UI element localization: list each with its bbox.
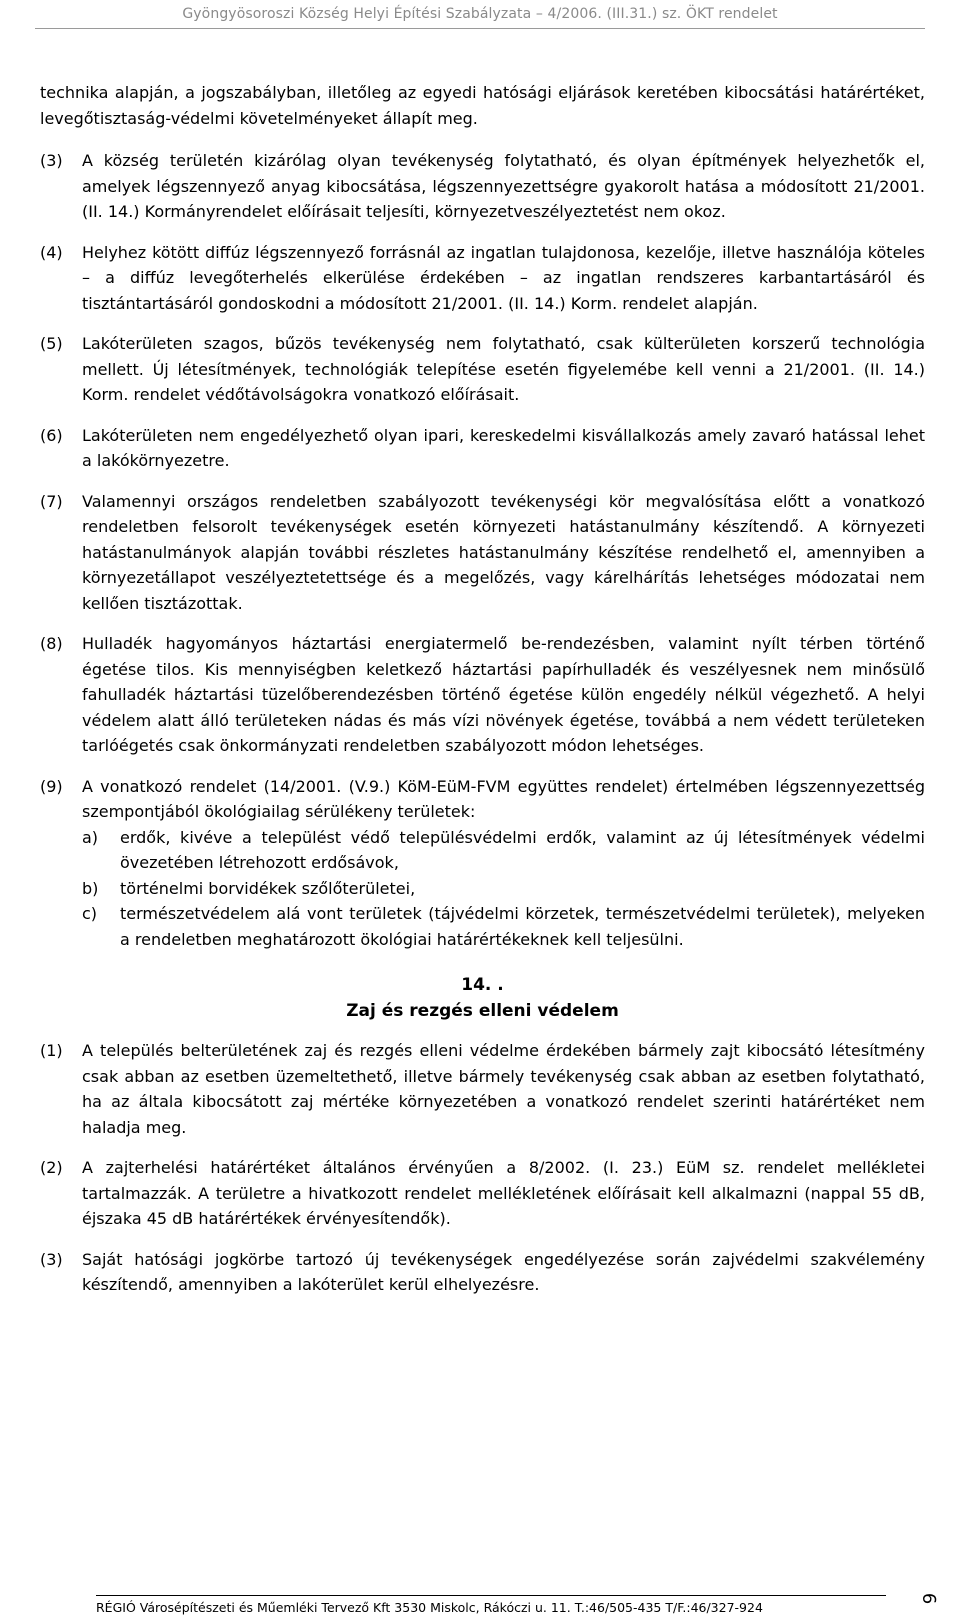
running-header: Gyöngyösoroszi Község Helyi Építési Szabályzata – 4/2006. (III.31.) sz. ÖKT rendelet <box>182 6 778 22</box>
lettered-list <box>40 825 925 953</box>
paragraph <box>40 240 925 317</box>
document-body <box>40 80 925 1313</box>
list-item-letter: c) <box>82 904 98 923</box>
list-item <box>82 901 925 952</box>
paragraph-number: (4) <box>40 242 63 262</box>
paragraph <box>40 423 925 474</box>
paragraph-number: (1) <box>40 1041 63 1060</box>
paragraph-text: Lakóterületen szagos, bűzös tevékenység nem folytatható, csak külterületen korszerű technológia mellett. Új létesítmények, technológiák telepítése esetén figyelemébe kell venni a 21/2001. (II. 14.) Korm. rendelet védőtávolságokra vonatkozó előírásait. <box>82 334 925 404</box>
paragraph <box>40 631 925 759</box>
section-title: Zaj és rezgés elleni védelem <box>346 1001 619 1021</box>
paragraph-text: Hulladék hagyományos háztartási energiatermelő be-rendezésben, valamint nyílt térben történő égetése tilos. Kis mennyiségben keletkező háztartási papírhulladék és veszélyesnek nem minősülő fahulladék háztartási tüzelőberendezésben történő égetése külön engedély nélkül végezhető. A helyi védelem alatt álló területeken nádas és más vízi növények égetése, továbbá a nem védett területeken tarlóégetés csak önkormányzati rendeletben szabályozott módon lehetséges. <box>82 634 925 755</box>
paragraph-text: Saját hatósági jogkörbe tartozó új tevékenységek engedélyezése során zajvédelmi szakvélemény készítendő, amennyiben a lakóterület kerül elhelyezésre. <box>82 1249 925 1294</box>
paragraph-text: A település belterületének zaj és rezgés elleni védelme érdekében bármely zajt kibocsátó létesítmény csak abban az esetben üzemeltethető, illetve bármely tevékenység csak abban az esetben folytatható, ha az általa kibocsátott zaj mértéke környezetében a vonatkozó rendelet szerinti határértéket nem haladja meg. <box>82 1041 925 1137</box>
paragraph <box>40 1155 925 1232</box>
paragraph-number: (2) <box>40 1158 63 1177</box>
paragraph-text: A zajterhelési határértéket általános érvényűen a 8/2002. (I. 23.) EüM sz. rendelet mellékletei tartalmazzák. A területre a hivatkozott rendelet mellékletének előírásait kell alkalmazni (nappal 55 dB, éjszaka 45 dB határértékek érvényesítendők). <box>82 1158 925 1228</box>
page-footer: RÉGIÓ Városépítészeti és Műemléki Tervező Kft 3530 Miskolc, Rákóczi u. 11. T.:46/505-435 T/F.:46/327-924 <box>96 1600 763 1615</box>
section-heading <box>40 972 925 1024</box>
list-item-text: történelmi borvidékek szőlőterületei, <box>120 878 416 898</box>
paragraph-text: A község területén kizárólag olyan tevékenység folytatható, és olyan építmények helyezhetők el, amelyek légszennyező anyag kibocsátása, légszennyezettségre gyakorolt hatása a módosított 21/2001. (II. 14.) Kormányrendelet előírásait teljesíti, környezetveszélyeztetést nem okoz. <box>82 151 925 221</box>
continuation-text: technika alapján, a jogszabályban, illetőleg az egyedi hatósági eljárások keretében kibocsátási határértéket, levegőtisztaság-védelmi követelményeket állapít meg. <box>40 83 925 128</box>
paragraph <box>40 1247 925 1298</box>
paragraph-list <box>40 148 925 825</box>
paragraph <box>40 774 925 825</box>
paragraph <box>40 1038 925 1140</box>
section-number: 14. . <box>461 975 504 995</box>
list-item-text: természetvédelem alá vont területek (tájvédelmi körzetek, természetvédelmi területek), melyeken a rendeletben meghatározott ökológiai határértékeknek kell teljesülni. <box>120 904 925 949</box>
list-item-text: erdők, kivéve a települést védő településvédelmi erdők, valamint az új létesítmények védelmi övezetében létrehozott erdősávok, <box>120 827 925 872</box>
paragraph-number: (7) <box>40 491 63 511</box>
list-item <box>82 876 925 902</box>
section-paragraph-list <box>40 1038 925 1298</box>
paragraph-text: Lakóterületen nem engedélyezhető olyan ipari, kereskedelmi kisvállalkozás amely zavaró hatással lehet a lakókörnyezetre. <box>82 425 925 470</box>
footer-rule <box>96 1595 886 1596</box>
list-item <box>82 825 925 876</box>
page-number: 9 <box>920 1592 942 1605</box>
paragraph-number: (8) <box>40 634 63 653</box>
paragraph-text: A vonatkozó rendelet (14/2001. (V.9.) KöM-EüM-FVM együttes rendelet) értelmében légszennyezettség szempontjából ökológiailag sérülékeny területek: <box>82 776 925 821</box>
paragraph-number: (3) <box>40 1249 63 1269</box>
header-rule <box>35 28 925 29</box>
list-item-letter: a) <box>82 827 99 847</box>
continuation-paragraph <box>40 80 925 131</box>
paragraph-number: (3) <box>40 151 63 170</box>
paragraph-text: Valamennyi országos rendeletben szabályozott tevékenységi kör megvalósítása előtt a vonatkozó rendeletben felsorolt tevékenységek esetén környezeti hatástanulmány készítendő. A környezeti hatástanulmányok alapján további részletes hatástanulmány készítése rendelhető el, amennyiben a környezetállapot veszélyeztetettsége és a megelőzés, vagy kárelhárítás lehetséges módozatai nem kellően tisztázottak. <box>82 491 925 613</box>
paragraph-number: (5) <box>40 334 63 353</box>
paragraph-number: (6) <box>40 425 63 445</box>
paragraph-number: (9) <box>40 776 63 796</box>
list-item-letter: b) <box>82 878 99 898</box>
paragraph <box>40 148 925 225</box>
paragraph-text: Helyhez kötött diffúz légszennyező forrásnál az ingatlan tulajdonosa, kezelője, illetve használója köteles – a diffúz levegőterhelés elkerülése érdekében – az ingatlan rendszeres karbantartásáról és tisztántartásáról gondoskodni a módosított 21/2001. (II. 14.) Korm. rendelet alapján. <box>82 242 925 313</box>
paragraph <box>40 489 925 617</box>
paragraph <box>40 331 925 408</box>
